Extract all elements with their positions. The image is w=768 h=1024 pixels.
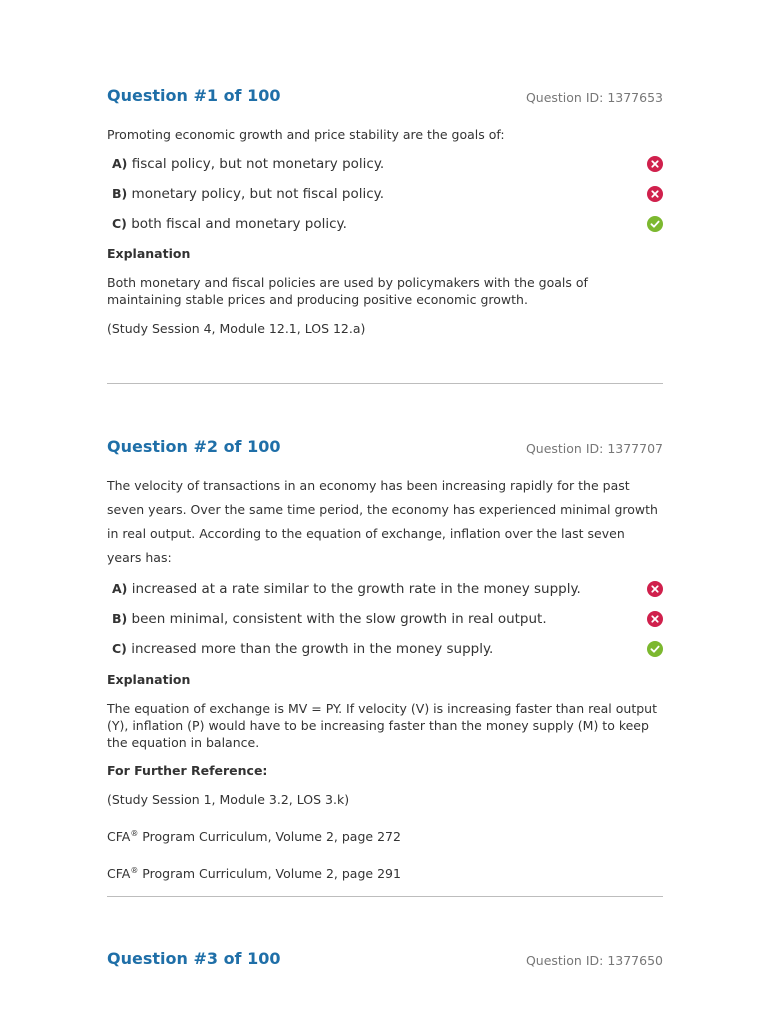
answer-option-c[interactable] xyxy=(107,639,663,669)
question-divider xyxy=(107,896,663,897)
answer-letter: C) xyxy=(112,216,127,231)
answer-text: fiscal policy, but not monetary policy. xyxy=(131,156,385,172)
answer-option-b[interactable] xyxy=(107,609,663,639)
question-header xyxy=(107,949,663,973)
question-id: Question ID: 1377707 xyxy=(525,441,663,456)
check-circle-icon xyxy=(647,216,663,232)
answer-letter: B) xyxy=(112,186,128,201)
curriculum-text: Program Curriculum, Volume 2, page 272 xyxy=(138,829,401,844)
question-stem: The velocity of transactions in an economy has been increasing rapidly for the past seven years. Over the same time period, the economy has experienced minimal growth in real output. According to the equation of exchange, inflation over the last seven years has: xyxy=(107,478,658,565)
answer-text: increased at a rate similar to the growth rate in the money supply. xyxy=(131,581,581,597)
cfa-label: CFA xyxy=(107,829,131,844)
reference-text: (Study Session 4, Module 12.1, LOS 12.a) xyxy=(107,321,366,336)
question-stem: Promoting economic growth and price stability are the goals of: xyxy=(107,127,505,142)
question-header xyxy=(107,437,663,461)
explanation-text: Both monetary and fiscal policies are used by policymakers with the goals of maintaining stable prices and producing positive economic growth. xyxy=(107,275,588,307)
registered-mark: ® xyxy=(130,866,139,875)
curriculum-reference-2 xyxy=(107,862,663,882)
question-header xyxy=(107,86,663,110)
question-id: Question ID: 1377650 xyxy=(525,953,663,968)
explanation-heading: Explanation xyxy=(107,246,191,261)
question-title: Question #1 of 100 xyxy=(107,86,281,105)
further-reference-heading: For Further Reference: xyxy=(107,763,268,778)
question-id: Question ID: 1377653 xyxy=(525,90,663,105)
registered-mark: ® xyxy=(130,829,139,838)
curriculum-text: Program Curriculum, Volume 2, page 291 xyxy=(138,866,401,881)
question-3 xyxy=(107,949,663,973)
answer-letter: B) xyxy=(112,611,128,626)
question-title: Question #2 of 100 xyxy=(107,437,281,456)
question-1 xyxy=(107,86,663,337)
reference-text: (Study Session 1, Module 3.2, LOS 3.k) xyxy=(107,792,350,807)
answer-list xyxy=(107,154,663,244)
x-circle-icon xyxy=(647,611,663,627)
question-title: Question #3 of 100 xyxy=(107,949,281,968)
x-circle-icon xyxy=(647,186,663,202)
curriculum-reference-1 xyxy=(107,825,663,845)
answer-list xyxy=(107,579,663,669)
check-circle-icon xyxy=(647,641,663,657)
explanation-heading: Explanation xyxy=(107,672,191,687)
answer-text: been minimal, consistent with the slow growth in real output. xyxy=(131,611,547,627)
question-2 xyxy=(107,437,663,882)
answer-option-b[interactable] xyxy=(107,184,663,214)
x-circle-icon xyxy=(647,156,663,172)
explanation-text: The equation of exchange is MV = PY. If velocity (V) is increasing faster than real output (Y), inflation (P) would have to be increasing faster than the money supply (M) to keep the equation in balance. xyxy=(107,701,657,750)
answer-option-a[interactable] xyxy=(107,579,663,609)
x-circle-icon xyxy=(647,581,663,597)
answer-text: increased more than the growth in the money supply. xyxy=(131,641,494,657)
answer-letter: C) xyxy=(112,641,127,656)
answer-text: both fiscal and monetary policy. xyxy=(131,216,347,232)
answer-letter: A) xyxy=(112,581,128,596)
cfa-label: CFA xyxy=(107,866,131,881)
question-divider xyxy=(107,383,663,384)
answer-option-c[interactable] xyxy=(107,214,663,244)
answer-text: monetary policy, but not fiscal policy. xyxy=(131,186,385,202)
answer-letter: A) xyxy=(112,156,128,171)
answer-option-a[interactable] xyxy=(107,154,663,184)
